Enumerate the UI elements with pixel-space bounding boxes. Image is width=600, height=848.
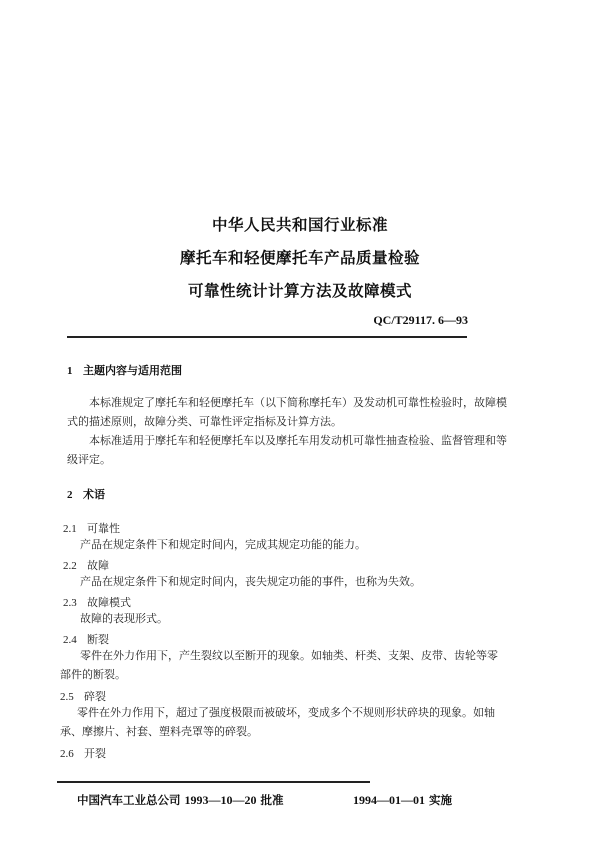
term-2-4-definition-line-2: 部件的断裂。	[60, 668, 126, 681]
effective-label: 实施	[429, 793, 453, 807]
term-number: 2.4	[63, 634, 77, 646]
term-2-6-heading	[60, 745, 106, 761]
term-name: 可靠性	[87, 522, 120, 535]
term-name: 故障模式	[87, 596, 131, 609]
document-title-line-1: 中华人民共和国行业标准	[211, 216, 388, 234]
term-2-2-definition: 产品在规定条件下和规定时间内，丧失规定功能的事件，也称为失效。	[80, 575, 421, 588]
term-number: 2.2	[63, 560, 77, 572]
footer-effective	[353, 792, 452, 808]
term-name: 开裂	[84, 747, 106, 760]
term-2-4-heading	[63, 631, 109, 647]
footer-divider	[57, 781, 370, 783]
term-2-1-definition: 产品在规定条件下和规定时间内，完成其规定功能的能力。	[80, 538, 366, 551]
issuer: 中国汽车工业总公司	[77, 793, 181, 807]
section-1-heading	[67, 362, 182, 378]
header-divider	[67, 336, 467, 338]
term-2-5-heading	[60, 688, 106, 704]
term-number: 2.3	[63, 597, 77, 609]
term-number: 2.5	[60, 691, 74, 703]
section-number: 2	[67, 489, 73, 501]
footer-approval	[77, 792, 284, 808]
term-2-5-definition-line-1: 零件在外力作用下，超过了强度极限而被破坏，变成多个不规则形状碎块的现象。如轴	[77, 706, 495, 719]
section-number: 1	[67, 365, 73, 377]
term-name: 碎裂	[84, 690, 106, 703]
term-2-3-heading	[63, 594, 131, 610]
section-1-line-1: 本标准规定了摩托车和轻便摩托车（以下简称摩托车）及发动机可靠性检验时，故障模	[89, 396, 507, 409]
section-1-line-4: 级评定。	[67, 453, 111, 466]
term-number: 2.6	[60, 748, 74, 760]
term-number: 2.1	[63, 523, 77, 535]
document-title-line-3: 可靠性统计计算方法及故障模式	[187, 282, 412, 300]
document-title-line-2: 摩托车和轻便摩托车产品质量检验	[179, 249, 420, 267]
section-title: 主题内容与适用范围	[83, 364, 182, 377]
section-1-line-2: 式的描述原则，故障分类、可靠性评定指标及计算方法。	[67, 415, 342, 428]
effective-date: 1994—01—01	[353, 793, 425, 807]
term-name: 断裂	[87, 633, 109, 646]
term-2-2-heading	[63, 557, 109, 573]
section-2-heading	[67, 486, 105, 502]
section-title: 术语	[83, 488, 105, 501]
term-2-3-definition: 故障的表现形式。	[80, 612, 168, 625]
term-2-5-definition-line-2: 承、摩擦片、衬套、塑料壳罩等的碎裂。	[60, 725, 258, 738]
term-name: 故障	[87, 559, 109, 572]
section-1-line-3: 本标准适用于摩托车和轻便摩托车以及摩托车用发动机可靠性抽查检验、监督管理和等	[89, 434, 507, 447]
approval-label: 批准	[260, 793, 284, 807]
term-2-4-definition-line-1: 零件在外力作用下，产生裂纹以至断开的现象。如轴类、杆类、支架、皮带、齿轮等零	[80, 649, 498, 662]
approval-date: 1993—10—20	[184, 793, 257, 807]
term-2-1-heading	[63, 520, 120, 536]
standard-code: QC/T29117. 6—93	[373, 313, 468, 327]
